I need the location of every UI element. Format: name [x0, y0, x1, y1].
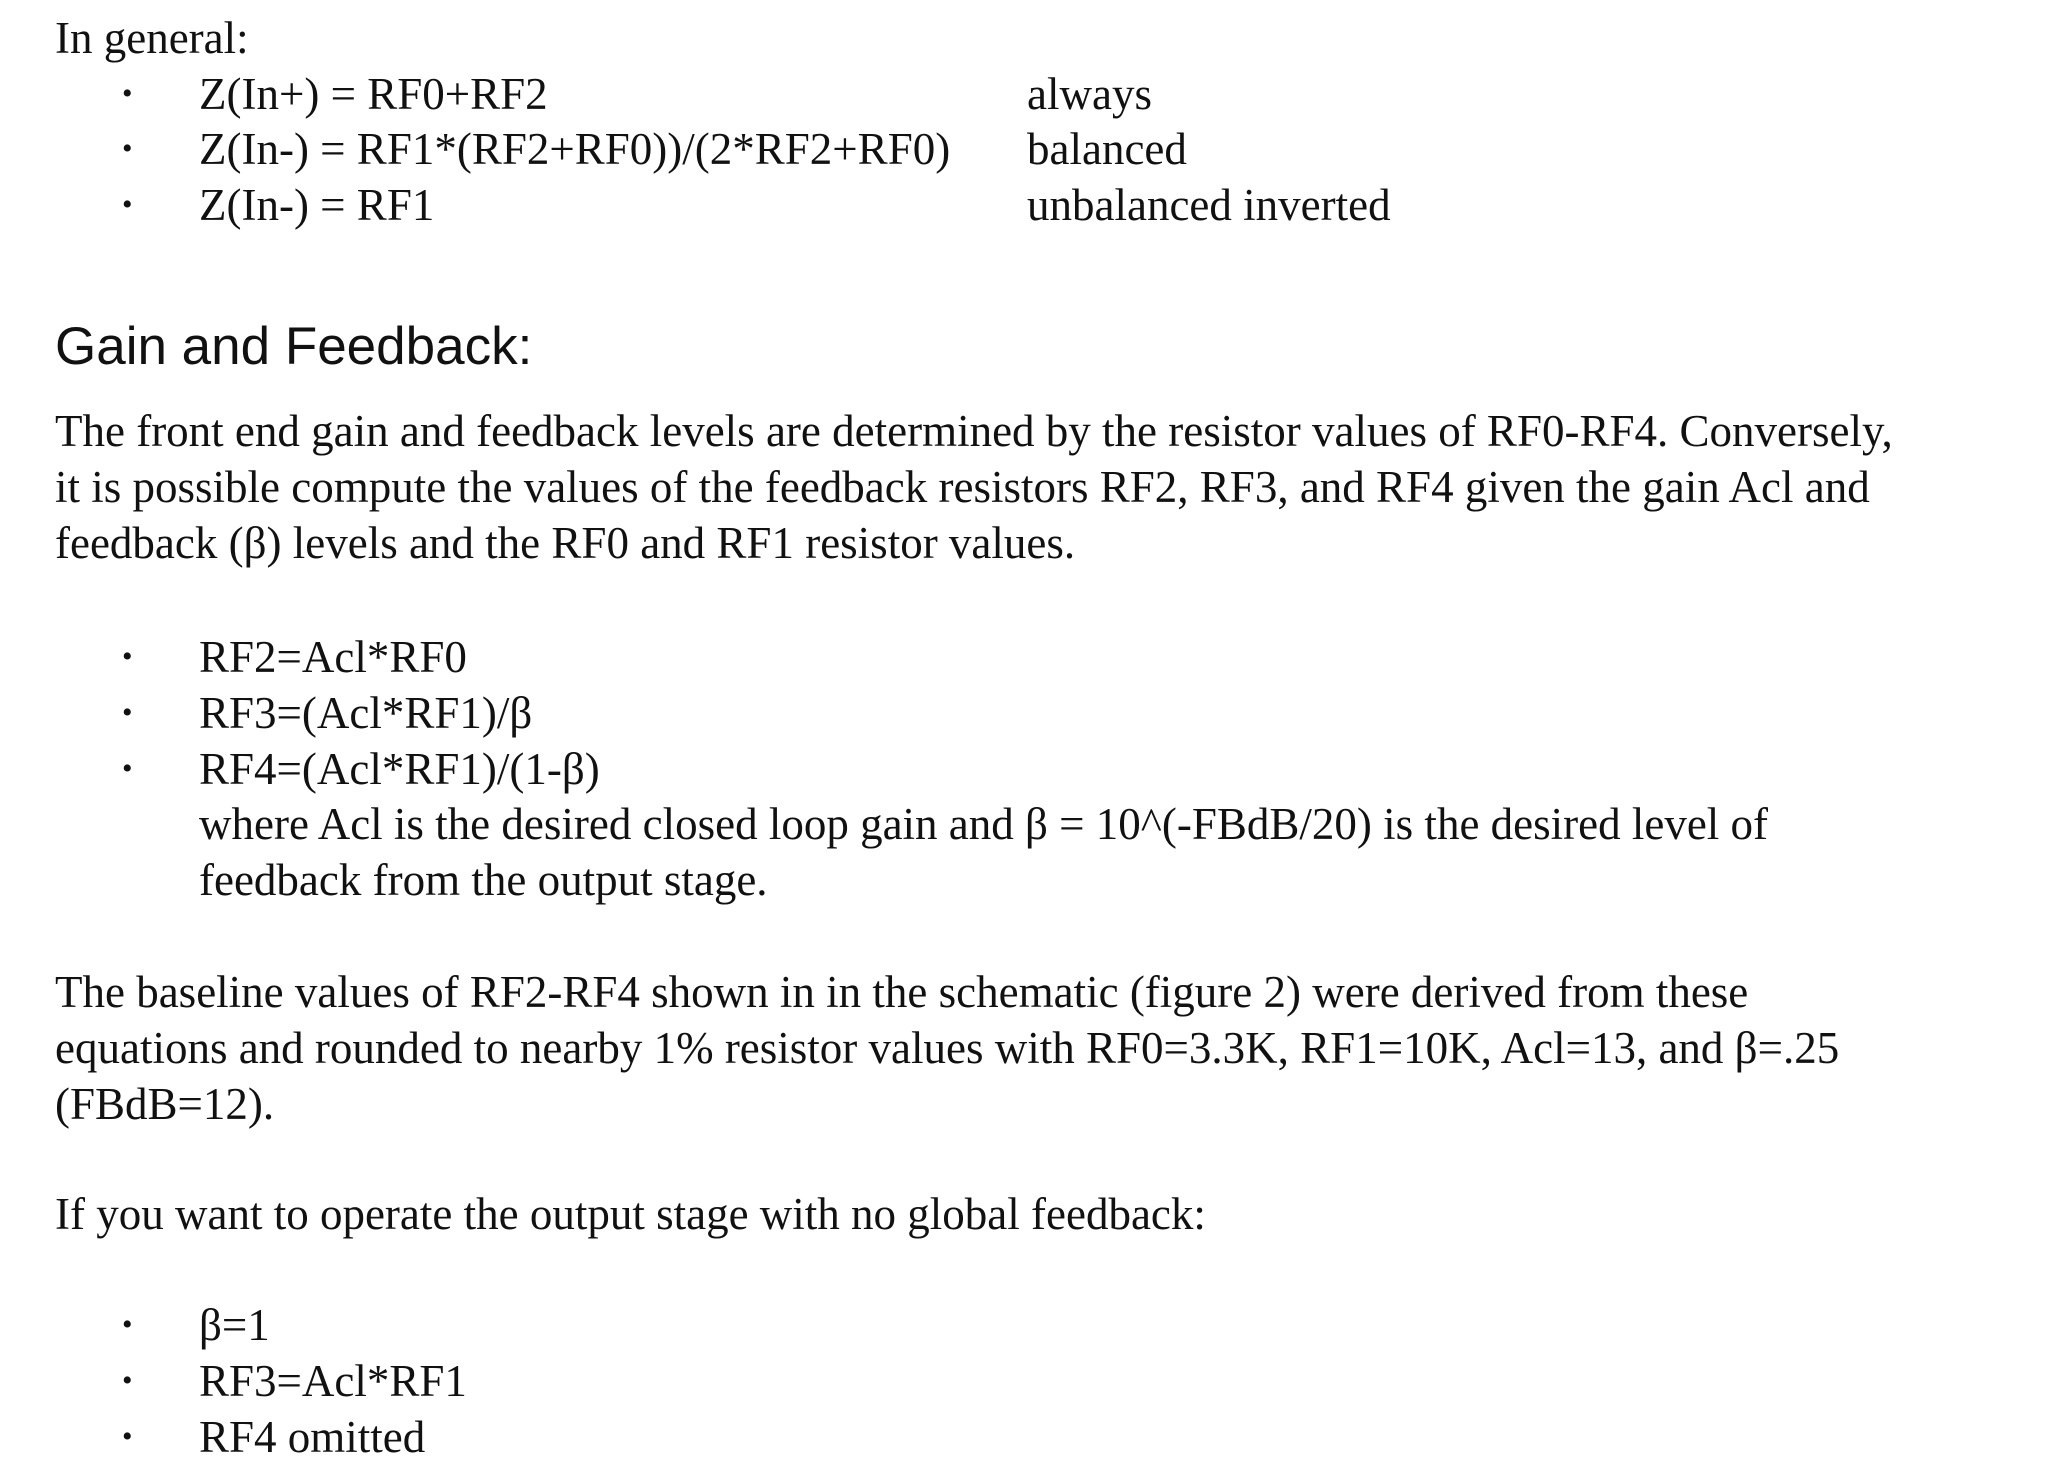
intro-label: In general: [55, 13, 249, 63]
paragraph-line: The baseline values of RF2-RF4 shown in in the schematic (figure 2) were derived from these [55, 967, 1749, 1017]
impedance-formula: Z(In-) = RF1*(RF2+RF0))/(2*RF2+RF0) [199, 124, 951, 174]
impedance-formula: Z(In+) = RF0+RF2 [199, 69, 548, 119]
impedance-note: balanced [1027, 124, 1187, 174]
impedance-note: unbalanced inverted [1027, 180, 1391, 230]
paragraph-line: feedback (β) levels and the RF0 and RF1 resistor values. [55, 518, 1076, 568]
no-feedback-item: RF3=Acl*RF1 [199, 1356, 467, 1406]
paragraph-no-feedback: If you want to operate the output stage with no global feedback: [55, 1189, 1206, 1239]
bullet-icon: • [122, 188, 133, 221]
paragraph-line: (FBdB=12). [55, 1079, 275, 1129]
bullet-icon: • [122, 1420, 133, 1453]
resistor-formula: RF4=(Acl*RF1)/(1-β) [199, 744, 600, 794]
bullet-icon: • [122, 132, 133, 165]
resistor-formula: RF2=Acl*RF0 [199, 632, 467, 682]
bullet-icon: • [122, 640, 133, 673]
bullet-icon: • [122, 752, 133, 785]
no-feedback-item: RF4 omitted [199, 1412, 426, 1462]
where-explanation-line: feedback from the output stage. [199, 855, 768, 905]
paragraph-line: The front end gain and feedback levels are determined by the resistor values of RF0-RF4. Conversely, [55, 406, 1893, 456]
paragraph-line: it is possible compute the values of the feedback resistors RF2, RF3, and RF4 given the gain Acl and [55, 462, 1870, 512]
bullet-icon: • [122, 1308, 133, 1341]
bullet-icon: • [122, 1364, 133, 1397]
no-feedback-item: β=1 [199, 1300, 270, 1350]
impedance-formula: Z(In-) = RF1 [199, 180, 435, 230]
section-heading: Gain and Feedback: [55, 317, 533, 376]
resistor-formula: RF3=(Acl*RF1)/β [199, 688, 533, 738]
impedance-note: always [1027, 69, 1152, 119]
paragraph-line: equations and rounded to nearby 1% resistor values with RF0=3.3K, RF1=10K, Acl=13, and β=.25 [55, 1023, 1840, 1073]
where-explanation-line: where Acl is the desired closed loop gain and β = 10^(-FBdB/20) is the desired level of [199, 799, 1769, 849]
bullet-icon: • [122, 696, 133, 729]
bullet-icon: • [122, 77, 133, 110]
